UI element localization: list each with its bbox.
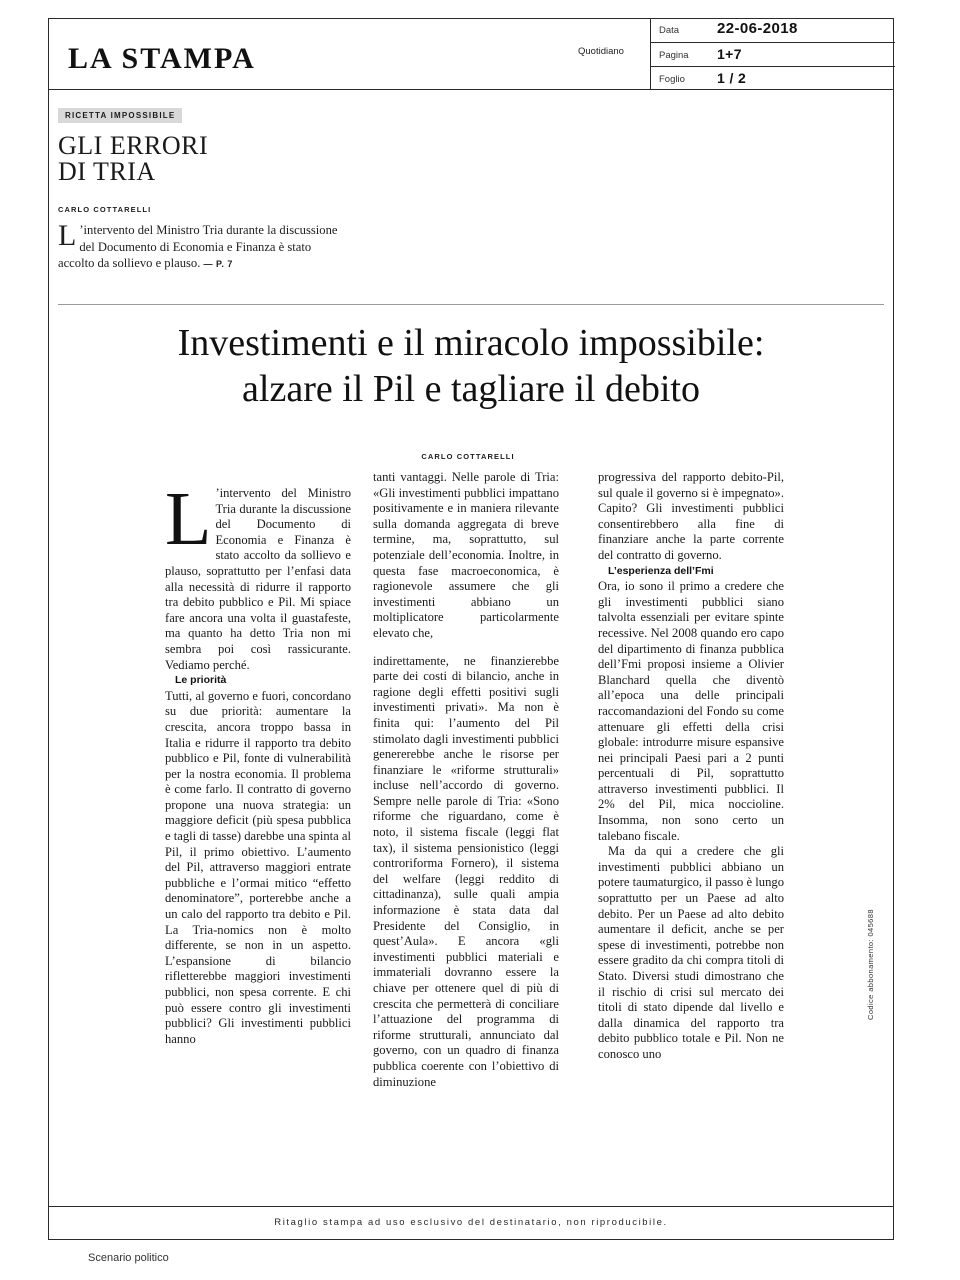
subscription-code: Codice abbonamento: 045688 [866,909,875,1020]
column3-paragraph-2: Ora, io sono il primo a credere che gli investimenti pubblici siano talvolta essenziali per evitare spinte recessive. Nel 2008 quando ero capo del dipartimento di finanza pubblica dell’Fmi proposi insieme a Olivier Blanchard quella che diventò all’epoca una delle principali raccomandazioni del Fondo su come attenuare gli effetti della crisi globale: introdurre misure espansive nei principali Paesi pari a 2 punti percentuali di Pil, soprattutto attraverso investimenti pubblici. Il 2% del Pil, mica noccioline. Insomma, non sono certo un talebano fiscale. [598,579,784,843]
clipping-footer-text: Ritaglio stampa ad uso esclusivo del destinatario, non riproducibile. [274,1217,668,1228]
info-label-data: Data [659,25,680,36]
info-value-pagina: 1+7 [717,46,742,62]
clipping-footer-strip [48,1206,894,1240]
article-column-2 [373,470,559,1090]
column3-paragraph-3: Ma da qui a credere che gli investimenti pubblici abbiano un potere taumaturgico, il passo è lungo soprattutto per un Paese ad alto debito. Per un Paese ad alto debito aumentare il deficit, anche se per spese di investimenti, potrebbe non essere gradito da chi compra titoli di Stato. Diversi studi dimostrano che il rischio di crisi sul mercato dei titoli di stato dipende dal livello e dalla dinamica del rapporto tra debito pubblico totale e Pil. Non ne conosco uno [598,844,784,1061]
newspaper-title: LA STAMPA [68,42,256,75]
teaser-headline-line2: DI TRIA [58,157,156,186]
article-column-1 [165,477,351,1047]
info-row-foglio [651,66,895,90]
teaser-page-reference: — P. 7 [203,259,233,269]
column2-paragraph-1: tanti vantaggi. Nelle parole di Tria: «Gli investimenti pubblici impattano positivamente e in maniera rilevante sulla domanda aggregata di breve termine, ma, soprattutto, sul potenziale dell’economia. Inoltre, in questa fase macroeconomica, è ragionevole assumere che gli investimenti abbiano un moltiplicatore particolarmente elevato che, [373,470,559,640]
divider-rule [58,304,884,305]
info-value-foglio: 1 / 2 [717,70,747,86]
teaser-headline [58,133,358,185]
teaser-headline-line1: GLI ERRORI [58,131,209,160]
article-headline-line2: alzare il Pil e tagliare il debito [242,368,700,410]
masthead [48,18,894,90]
teaser-summary [58,219,350,273]
clipping-info-box [650,18,894,90]
teaser-byline: CARLO COTTARELLI [58,205,152,214]
column1-paragraph-1-text: ’intervento del Ministro Tria durante la discussione del Documento di Economia e Finanza è stato accolto da sollievo e plauso, soprattutto per l’enfasi data alla necessità di ridurre il rapporto tra debito pubblico e Pil. Mi spiace fare ancora una volta il guastafeste, ma quanto ha detto Tria non mi sembra poi così rassicurante. Vediamo perché. [165,486,351,672]
article-headline-line1: Investimenti e il miracolo impossibile: [177,322,765,364]
article-byline: CARLO COTTARELLI [421,452,515,461]
teaser-dropcap: L [58,219,77,252]
article-column-3 [598,470,784,1063]
column2-paragraph-2: indirettamente, ne finanzierebbe parte dei costi di bilancio, anche in ragione degli effetti positivi sugli investimenti privati». Ma non è finita qui: l’aumento del Pil stimolato dagli investimenti pubblici genererebbe anche le risorse per finanziare le «riforme strutturali» incluse nell’accordo di governo. Sempre nelle parole di Tria: «Sono riforme che riguardano, come è noto, il sistema fiscale (leggi flat tax), il sistema pensionistico (leggi controriforma Fornero), il sistema del welfare (leggi reddito di cittadinanza), sulle quali ampia informazione è stata data dal Presidente del Consiglio, in quest’Aula». E ancora «gli investimenti pubblici materiali e immateriali dovranno essere la chiave per ottenere quel di più di crescita che permetterà di conciliare l’attuazione del programma di riforme strutturali, annunciato dal governo, con un quadro di finanza pubblica coerente con l’obiettivo di diminuzione [373,653,559,1089]
column3-paragraph-1: progressiva del rapporto debito-Pil, sul quale il governo si è impegnato». Capito? Gli investimenti pubblici consentirebbero alla fine di finanziare anche la parte corrente del contratto di governo. [598,470,784,562]
info-row-data [651,18,895,42]
info-label-pagina: Pagina [659,50,689,61]
article-dropcap: L [165,477,212,561]
info-row-pagina [651,42,895,66]
column1-subhead: Le priorità [175,674,227,687]
info-value-data: 22-06-2018 [717,20,798,37]
article-headline [58,320,884,412]
column1-paragraph-1 [165,477,351,673]
info-label-foglio: Foglio [659,74,685,85]
teaser-summary-text: ’intervento del Ministro Tria durante la discussione del Documento di Economia e Finanza è stato accolto da sollievo e plauso. [58,223,338,270]
page-footer-note: Scenario politico [88,1252,169,1264]
column1-paragraph-2: Tutti, al governo e fuori, concordano su due priorità: aumentare la crescita, ancora troppo bassa in Italia e ridurre il rapporto tra debito pubblico e Pil, fonte di vulnerabilità per la nostra economia. Il problema è come farlo. Il contratto di governo propone una nuova strategia: un maggiore deficit (più spesa pubblica e tagli di tasse) darebbe una spinta al Pil, il primo obiettivo. L’aumento del Pil, attraverso maggiori entrate pubbliche e l’ormai mitico “effetto denominatore”, porterebbe anche a un calo del rapporto tra debito e Pil. La Tria-nomics non è molto differente, se non in un aspetto. L’espansione di bilancio rifletterebbe maggiori investimenti pubblici, non spesa corrente. E chi può essere contro gli investimenti pubblici? Gli investimenti pubblici hanno [165,688,351,1046]
kicker-badge: RICETTA IMPOSSIBILE [58,108,182,123]
column3-subhead: L’esperienza dell’Fmi [608,564,714,577]
periodicity-label: Quotidiano [578,46,624,57]
